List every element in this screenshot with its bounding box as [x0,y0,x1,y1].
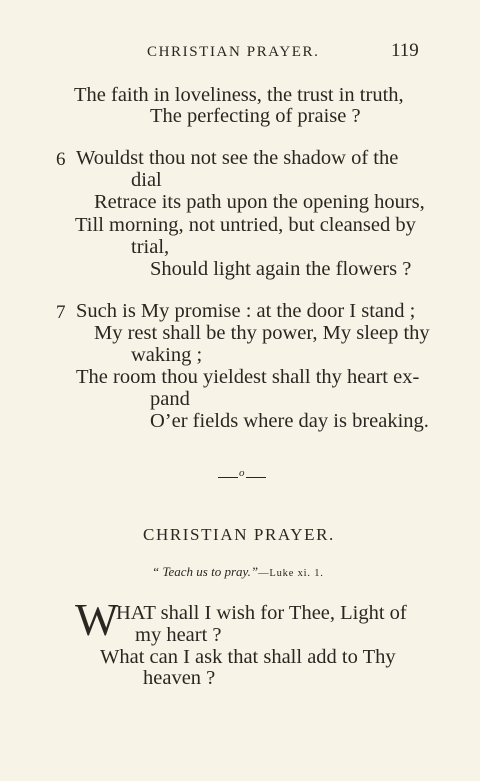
poem-line: The room thou yieldest shall thy heart ex- [76,366,420,388]
epigraph [152,564,324,580]
stanza-number: 7 [56,302,66,323]
poem-line: O’er fields where day is breaking. [150,410,429,432]
drop-cap: W [75,594,119,645]
section-divider [218,467,268,481]
epigraph-quote: “ Teach us to pray.” [152,564,259,579]
poem-line: Wouldst thou not see the shadow of the [76,147,399,169]
divider-rule [246,477,266,478]
section-title: CHRISTIAN PRAYER. [143,525,335,544]
poem-line: waking ; [131,344,203,366]
poem-line: Such is My promise : at the door I stand ; [76,300,416,322]
poem-line: my heart ? [135,624,222,646]
poem-line: The perfecting of praise ? [150,105,361,127]
poem-line: My rest shall be thy power, My sleep thy [94,322,430,344]
poem-line: dial [131,169,162,191]
poem-line: trial, [131,236,170,258]
poem-line: HAT shall I wish for Thee, Light of [116,602,407,624]
divider-rule [218,477,238,478]
stanza-number: 6 [56,149,66,170]
poem-line: Till morning, not untried, but cleansed by [75,214,416,236]
page-number: 119 [391,40,419,61]
poem-line: heaven ? [143,667,216,689]
poem-line: Retrace its path upon the opening hours, [94,191,425,213]
divider-mark: o [239,467,245,479]
poem-line: The faith in loveliness, the trust in truth, [74,84,404,106]
poem-line: pand [150,388,190,410]
running-header: CHRISTIAN PRAYER. [147,44,320,60]
poem-line: What can I ask that shall add to Thy [100,646,396,668]
poem-line: Should light again the flowers ? [150,258,412,280]
epigraph-reference: —Luke xi. 1. [258,568,324,579]
